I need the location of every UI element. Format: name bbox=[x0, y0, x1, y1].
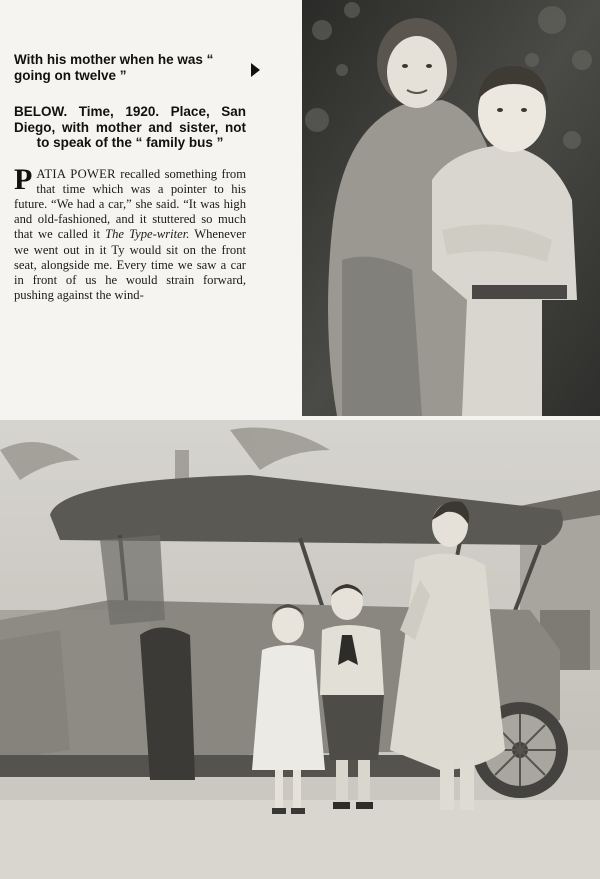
bottom-photo-caption: BELOW. Time, 1920. Place, San Diego, with mother and sister, not to speak of the “ family bus ” bbox=[14, 104, 246, 150]
mother-son-photo bbox=[302, 0, 600, 416]
mother-son-photo-svg bbox=[302, 0, 600, 416]
text-column bbox=[14, 52, 246, 303]
family-car-photo-svg bbox=[0, 420, 600, 879]
italic-title: The Type-writer. bbox=[105, 227, 190, 242]
top-photo-caption bbox=[14, 52, 246, 84]
drop-cap: P bbox=[14, 162, 33, 196]
article-paragraph bbox=[14, 162, 246, 304]
paragraph-end: Whenever we went out in it Ty would sit on the front seat, alongside me. Every time we saw a car in front of us he would strain forward, pushing against the wind- bbox=[14, 227, 246, 303]
right-arrow-icon bbox=[251, 63, 260, 77]
lead-smallcaps: ATIA POWER bbox=[36, 166, 116, 181]
family-car-photo bbox=[0, 420, 600, 879]
top-caption-text: With his mother when he was “ going on twelve ” bbox=[14, 52, 214, 83]
paragraph-text: recalled something from that time which was a pointer to his future. “We had a car,” she said. “It was high and old-fashioned, and it stuttered so much that we called it bbox=[14, 166, 246, 242]
